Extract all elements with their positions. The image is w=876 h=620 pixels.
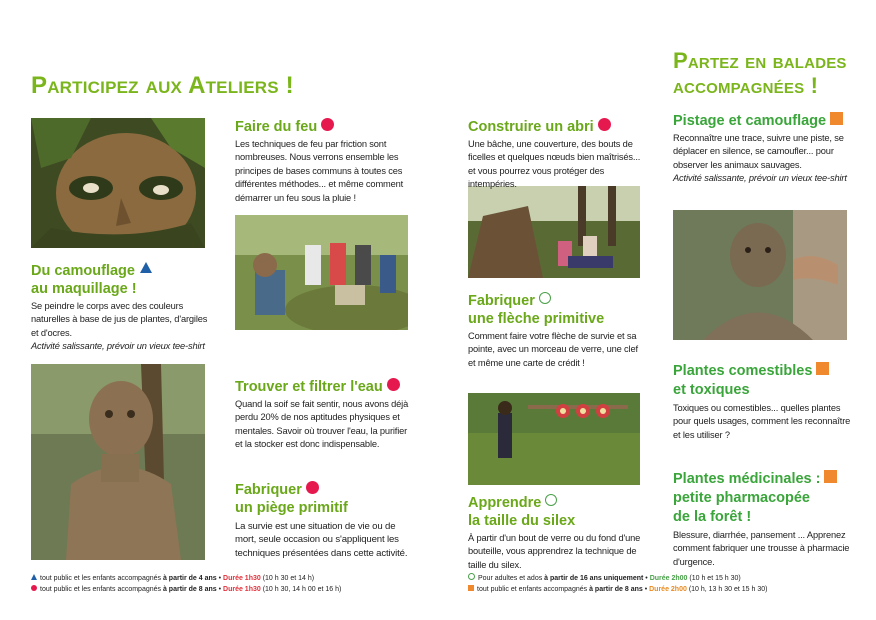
red-dot-icon	[387, 378, 400, 391]
right-title-line2: accompagnées !	[673, 73, 819, 98]
eau-body: Quand la soif se fait sentir, nous avons déjà perdu 20% de nos aptitudes physiques et mentales. Savoir où trouver l'eau, la purifier et la stocker est donc indispensable.	[235, 399, 409, 450]
comestibles-body: Toxiques ou comestibles... quelles plantes pour quels usages, comment les reconnaître et les utiliser ?	[673, 403, 851, 440]
piege-body: La survie est une situation de vie ou de mort, seule occasion ou s'appliquent les techniques présentées dans cette activité.	[235, 521, 408, 559]
red-dot-icon	[31, 585, 37, 591]
triangle-icon	[140, 262, 152, 273]
photo-fire-workshop	[235, 215, 408, 330]
right-title-line1: Partez en balades	[673, 48, 847, 73]
photo-archery-targets	[468, 393, 640, 485]
red-dot-icon	[306, 481, 319, 494]
pistage-title: Pistage et camouflage	[673, 112, 851, 131]
green-ring-icon	[468, 573, 475, 580]
eau-title: Trouver et filtrer l'eau	[235, 378, 411, 396]
legend-item-balades: tout public et enfants accompagnés à partir de 8 ans • Durée 2h00 (10 h, 13 h 30 et 15 h 30)	[468, 584, 858, 595]
comestibles-title: Plantes comestibles et toxiques	[673, 362, 851, 400]
orange-square-icon	[816, 362, 829, 375]
legend-item-4ans: tout public et les enfants accompagnés à partir de 4 ans • Durée 1h30 (10 h 30 et 14 h)	[31, 573, 411, 584]
red-dot-icon	[321, 118, 334, 131]
legend-item-16ans: Pour adultes et ados à partir de 16 ans uniquement • Durée 2h00 (10 h et 15 h 30)	[468, 573, 858, 584]
medicinales-title: Plantes médicinales : petite pharmacopée de la forêt !	[673, 470, 851, 527]
fleche-body: Comment faire votre flèche de survie et sa pointe, avec un morceau de verre, une clef et même une carte de crédit !	[468, 331, 638, 368]
camouflage-title: Du camouflage au maquillage !	[31, 262, 209, 298]
triangle-icon	[31, 574, 37, 580]
fleche-title: Fabriquer une flèche primitive	[468, 293, 605, 327]
legend-left	[31, 573, 411, 595]
abri-body: Une bâche, une couverture, des bouts de ficelles et quelques nœuds bien maîtrisés... et vous pourrez vous protéger des intempéries.	[468, 139, 641, 190]
camouflage-note: Activité salissante, prévoir un vieux tee-shirt	[31, 341, 205, 352]
legend-right	[468, 573, 858, 595]
pistage-note: Activité salissante, prévoir un vieux tee-shirt	[673, 173, 847, 184]
green-ring-icon	[539, 292, 551, 304]
photo-mud-child	[673, 210, 847, 340]
feu-body: Les techniques de feu par friction sont nombreuses. Nous verrons ensemble les principes de bases communs à toutes ces différentes méthodes... et même comment démarrer un feu sous la pluie !	[235, 139, 404, 203]
feu-title: Faire du feu	[235, 118, 411, 136]
red-dot-icon	[598, 118, 611, 131]
orange-square-icon	[824, 470, 837, 483]
legend-item-8ans: tout public et les enfants accompagnés à partir de 8 ans • Durée 1h30 (10 h 30, 14 h 00 et 16 h)	[31, 584, 411, 595]
silex-body: À partir d'un bout de verre ou du fond d'une bouteille, vous apprendrez la technique de taille du silex.	[468, 533, 641, 570]
pistage-body: Reconnaître une trace, suivre une piste, se déplacer en silence, se camoufler... pour observer les animaux sauvages.	[673, 133, 844, 170]
photo-camouflaged-child	[31, 364, 205, 560]
photo-shelter	[468, 186, 640, 278]
photo-face-camouflage	[31, 118, 205, 248]
piege-title: Fabriquer un piège primitif	[235, 482, 348, 516]
left-page-title: Participez aux Ateliers !	[31, 72, 294, 99]
silex-title: Apprendre la taille du silex	[468, 495, 576, 529]
right-page-title	[673, 48, 847, 98]
medicinales-body: Blessure, diarrhée, pansement ... Apprenez comment fabriquer une trousse à pharmacie d'urgence.	[673, 530, 850, 567]
green-ring-icon	[545, 494, 557, 506]
camouflage-body: Se peindre le corps avec des couleurs naturelles à base de jus de plantes, d'argiles et d'ocres.	[31, 301, 208, 338]
abri-title: Construire un abri	[468, 118, 644, 136]
orange-square-icon	[830, 112, 843, 125]
orange-square-icon	[468, 585, 474, 591]
